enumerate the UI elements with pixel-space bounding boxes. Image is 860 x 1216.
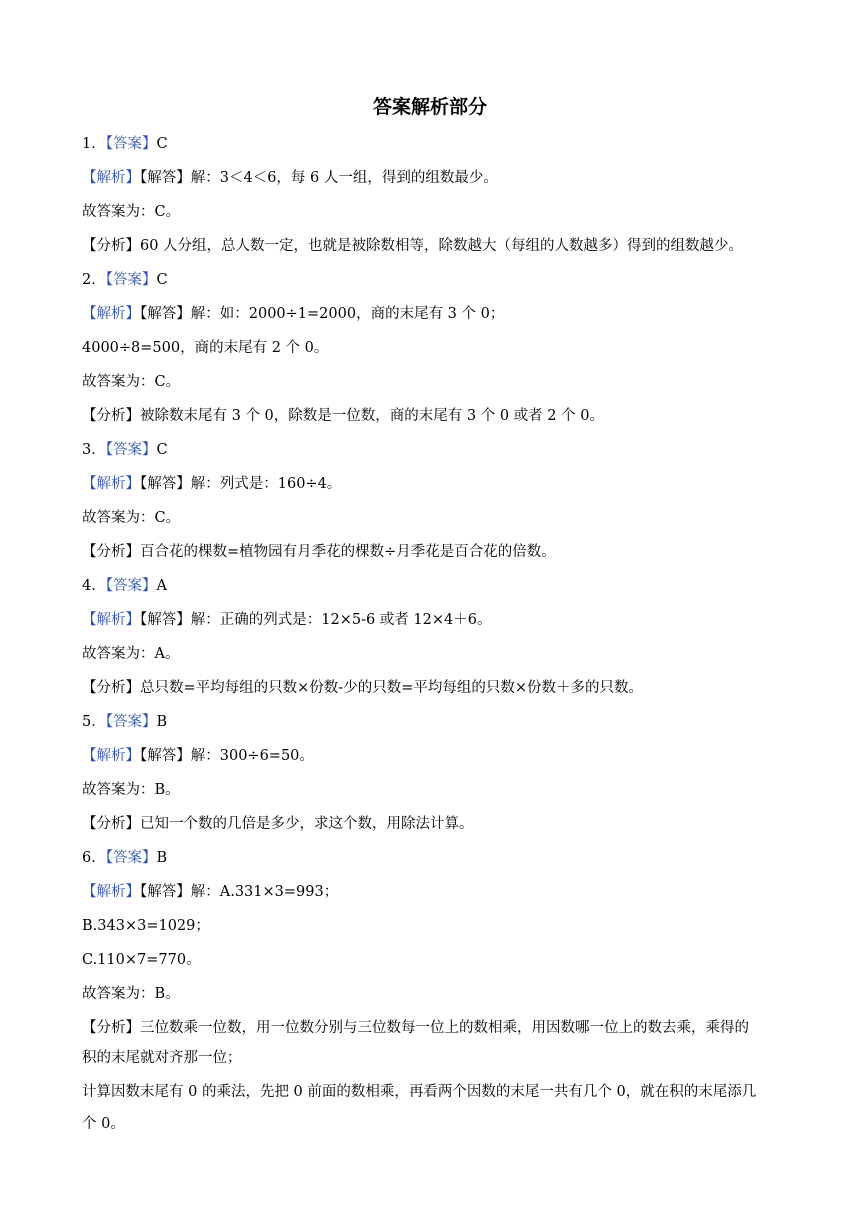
analysis-tag: 【解析】 xyxy=(82,306,140,322)
q6-explanation xyxy=(82,882,812,902)
q6-explanation-c: C.110×7=770。 xyxy=(82,952,201,968)
solution-text: 【解答】解：300÷6=50。 xyxy=(140,748,314,764)
q5-number: 5． xyxy=(82,714,106,730)
q6-answer-line xyxy=(82,848,812,868)
answer-value: B xyxy=(156,850,168,866)
analysis-tag: 【解析】 xyxy=(82,612,140,628)
q1-answer-line xyxy=(82,134,812,154)
answer-value: C xyxy=(156,442,168,458)
q1-number: 1． xyxy=(82,136,106,152)
q2-analysis: 【分析】被除数末尾有 3 个 0，除数是一位数，商的末尾有 3 个 0 或者 2 个 0。 xyxy=(82,408,604,424)
q4-answer-line xyxy=(82,576,812,596)
solution-text: 【解答】解：如：2000÷1=2000，商的末尾有 3 个 0； xyxy=(140,306,505,322)
analysis-tag: 【解析】 xyxy=(82,748,140,764)
q6-analysis-2-cont: 个 0。 xyxy=(82,1116,125,1132)
q3-answer-line xyxy=(82,440,812,460)
answer-tag: 【答案】 xyxy=(105,578,157,594)
q6-number: 6． xyxy=(82,850,106,866)
answer-value: C xyxy=(156,272,168,288)
q6-analysis-cont: 积的末尾就对齐那一位； xyxy=(82,1050,242,1066)
q4-explanation xyxy=(82,610,812,630)
q5-explanation xyxy=(82,746,812,766)
analysis-tag: 【解析】 xyxy=(82,884,140,900)
q2-answer-line xyxy=(82,270,812,290)
q4-analysis: 【分析】总只数=平均每组的只数×份数-少的只数=平均每组的只数×份数＋多的只数。 xyxy=(82,680,643,696)
q2-conclusion: 故答案为：C。 xyxy=(82,374,181,390)
analysis-tag: 【解析】 xyxy=(82,170,140,186)
q4-number: 4． xyxy=(82,578,106,594)
q6-conclusion: 故答案为：B。 xyxy=(82,986,180,1002)
solution-text: 【解答】解：正确的列式是：12×5-6 或者 12×4＋6。 xyxy=(140,612,492,628)
solution-text: 【解答】解：列式是：160÷4。 xyxy=(140,476,342,492)
q6-analysis-2: 计算因数末尾有 0 的乘法，先把 0 前面的数相乘，再看两个因数的末尾一共有几个 0，就在积的末尾添几 xyxy=(82,1084,757,1100)
q6-analysis: 【分析】三位数乘一位数，用一位数分别与三位数每一位上的数相乘，用因数哪一位上的数去乘，乘得的 xyxy=(82,1020,749,1036)
solution-text: 【解答】解：3＜4＜6，每 6 人一组，得到的组数最少。 xyxy=(140,170,498,186)
answer-tag: 【答案】 xyxy=(105,442,157,458)
q2-number: 2． xyxy=(82,272,106,288)
q3-number: 3． xyxy=(82,442,106,458)
q4-conclusion: 故答案为：A。 xyxy=(82,646,180,662)
q1-analysis: 【分析】60 人分组，总人数一定，也就是被除数相等，除数越大（每组的人数越多）得到的组数越少。 xyxy=(82,238,744,254)
answer-tag: 【答案】 xyxy=(105,714,157,730)
answer-tag: 【答案】 xyxy=(105,850,157,866)
q1-explanation xyxy=(82,168,812,188)
q2-explanation xyxy=(82,304,812,324)
answer-value: B xyxy=(156,714,168,730)
q3-explanation xyxy=(82,474,812,494)
q3-analysis: 【分析】百合花的棵数=植物园有月季花的棵数÷月季花是百合花的倍数。 xyxy=(82,544,556,560)
answer-tag: 【答案】 xyxy=(105,272,157,288)
answer-value: C xyxy=(156,136,168,152)
q5-analysis: 【分析】已知一个数的几倍是多少，求这个数，用除法计算。 xyxy=(82,816,474,832)
page-title: 答案解析部分 xyxy=(372,96,487,118)
q1-conclusion: 故答案为：C。 xyxy=(82,204,181,220)
q6-explanation-b: B.343×3=1029； xyxy=(82,918,210,934)
answer-tag: 【答案】 xyxy=(105,136,157,152)
q3-conclusion: 故答案为：C。 xyxy=(82,510,181,526)
analysis-tag: 【解析】 xyxy=(82,476,140,492)
answer-value: A xyxy=(156,578,167,594)
q5-answer-line xyxy=(82,712,812,732)
q5-conclusion: 故答案为：B。 xyxy=(82,782,180,798)
solution-text: 【解答】解：A.331×3=993； xyxy=(140,884,339,900)
q2-explanation-cont: 4000÷8=500，商的末尾有 2 个 0。 xyxy=(82,340,329,356)
